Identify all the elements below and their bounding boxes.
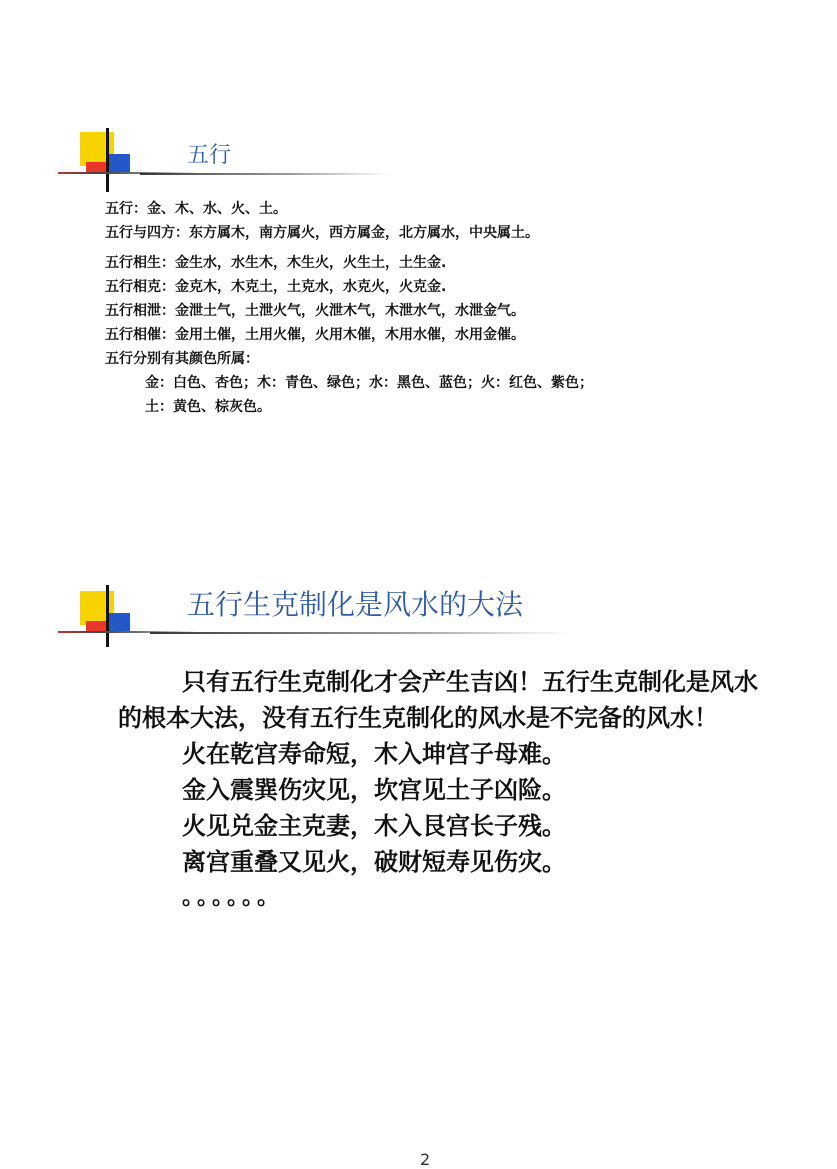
vertical-rule — [106, 585, 109, 647]
text-line: 五行相催：金用土催，土用火催，火用木催，木用水催，水用金催。 — [105, 327, 525, 343]
blue-square — [108, 613, 130, 631]
verse-line: 火见兑金主克妻，木入艮宫长子残。 — [182, 812, 566, 840]
verse-line: 金入震巽伤灾见，坎宫见土子凶险。 — [182, 776, 566, 804]
verse-line: 离宫重叠又见火，破财短寿见伤灾。 — [182, 848, 566, 876]
section2-body — [118, 664, 778, 916]
section1-body — [105, 197, 593, 419]
text-line: 五行相生：金生水，水生木，木生火，火生土，土生金. — [105, 255, 447, 271]
vertical-rule — [106, 128, 109, 192]
text-line: 金：白色、杏色；木：青色、绿色；水：黑色、蓝色；火：红色、紫色； — [145, 375, 593, 391]
section1-decoration — [58, 128, 198, 208]
main-paragraph: 只有五行生克制化才会产生吉凶！五行生克制化是风水的根本大法，没有五行生克制化的风水是不完备的风水！ — [118, 668, 758, 732]
text-line: 五行与四方：东方属木，南方属火，西方属金，北方属水，中央属土。 — [105, 225, 539, 241]
ellipsis: 。。。。。。 — [182, 885, 284, 910]
section1-underline — [140, 173, 390, 175]
verse-line: 火在乾宫寿命短，木入坤宫子母难。 — [182, 740, 566, 768]
section1-title: 五行 — [187, 143, 232, 168]
section2-decoration — [58, 585, 198, 665]
text-line: 五行相泄：金泄土气，土泄火气，火泄木气，木泄水气，水泄金气。 — [105, 303, 525, 319]
text-line: 五行：金、木、水、火、土。 — [105, 201, 287, 217]
text-line: 土：黄色、棕灰色。 — [145, 399, 271, 415]
page-number: 2 — [420, 1150, 431, 1169]
text-line: 五行分别有其颜色所属： — [105, 351, 259, 367]
text-line: 五行相克：金克木，木克土，土克水，水克火，火克金. — [105, 279, 447, 295]
section2-title: 五行生克制化是风水的大法 — [187, 588, 524, 621]
blue-square — [108, 154, 130, 172]
section2-underline — [150, 632, 570, 634]
